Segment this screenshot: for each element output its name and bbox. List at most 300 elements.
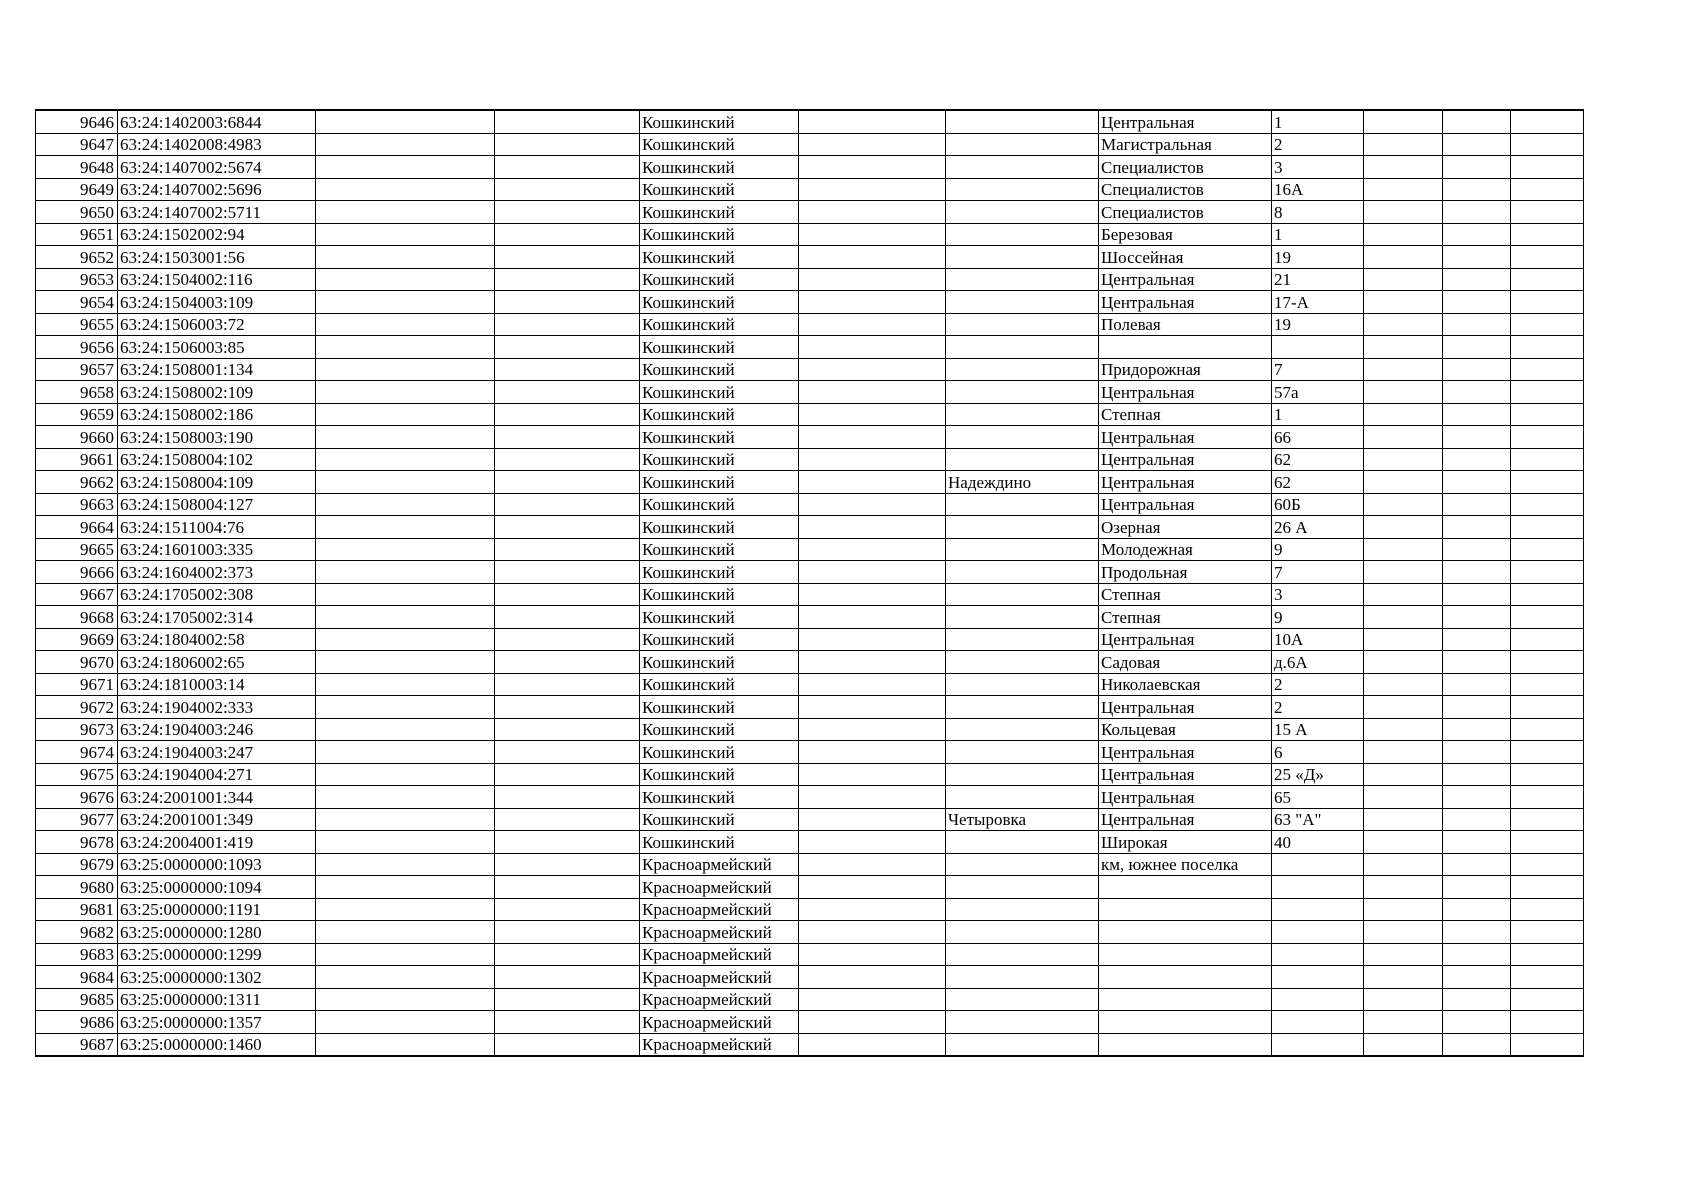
empty-cell [1364, 403, 1443, 426]
empty-cell [495, 696, 640, 719]
street-cell: Специалистов [1099, 178, 1272, 201]
empty-cell [799, 426, 946, 449]
table-row [36, 471, 1584, 494]
empty-cell [799, 1011, 946, 1034]
table-row [36, 448, 1584, 471]
empty-cell [799, 291, 946, 314]
house-number-cell: 3 [1272, 156, 1364, 179]
empty-cell [1443, 831, 1511, 854]
empty-cell [495, 313, 640, 336]
district-cell: Красноармейский [640, 943, 799, 966]
empty-cell [1443, 853, 1511, 876]
empty-cell [1443, 651, 1511, 674]
empty-cell [1511, 201, 1584, 224]
table-row [36, 381, 1584, 404]
empty-cell [799, 178, 946, 201]
row-number-cell: 9684 [36, 966, 118, 989]
street-cell: Шоссейная [1099, 246, 1272, 269]
empty-cell [1364, 110, 1443, 133]
house-number-cell [1272, 336, 1364, 359]
street-cell: Центральная [1099, 291, 1272, 314]
table-row [36, 1033, 1584, 1056]
empty-cell [1511, 808, 1584, 831]
locality-cell [946, 133, 1099, 156]
empty-cell [495, 201, 640, 224]
cadastral-number-cell: 63:24:1508003:190 [118, 426, 316, 449]
cadastral-number-cell: 63:24:1604002:373 [118, 561, 316, 584]
house-number-cell [1272, 1033, 1364, 1056]
empty-cell [495, 831, 640, 854]
table-row [36, 651, 1584, 674]
empty-cell [799, 696, 946, 719]
empty-cell [316, 178, 495, 201]
street-cell: Молодежная [1099, 538, 1272, 561]
locality-cell [946, 178, 1099, 201]
empty-cell [495, 741, 640, 764]
district-cell: Кошкинский [640, 268, 799, 291]
empty-cell [316, 606, 495, 629]
locality-cell [946, 583, 1099, 606]
cadastral-table [35, 109, 1584, 1057]
empty-cell [1364, 313, 1443, 336]
street-cell: Центральная [1099, 493, 1272, 516]
empty-cell [1364, 1033, 1443, 1056]
cadastral-number-cell: 63:24:1511004:76 [118, 516, 316, 539]
locality-cell [946, 110, 1099, 133]
empty-cell [1443, 516, 1511, 539]
locality-cell [946, 291, 1099, 314]
row-number-cell: 9674 [36, 741, 118, 764]
street-cell: Продольная [1099, 561, 1272, 584]
street-cell: Николаевская [1099, 673, 1272, 696]
empty-cell [316, 291, 495, 314]
row-number-cell: 9668 [36, 606, 118, 629]
cadastral-number-cell: 63:24:1705002:308 [118, 583, 316, 606]
table-row [36, 786, 1584, 809]
empty-cell [1364, 268, 1443, 291]
locality-cell [946, 246, 1099, 269]
table-row [36, 133, 1584, 156]
empty-cell [799, 403, 946, 426]
street-cell: Центральная [1099, 786, 1272, 809]
empty-cell [1364, 696, 1443, 719]
empty-cell [799, 651, 946, 674]
empty-cell [316, 471, 495, 494]
locality-cell [946, 1011, 1099, 1034]
street-cell: Кольцевая [1099, 718, 1272, 741]
district-cell: Кошкинский [640, 471, 799, 494]
house-number-cell: 1 [1272, 403, 1364, 426]
empty-cell [1511, 853, 1584, 876]
house-number-cell: 66 [1272, 426, 1364, 449]
empty-cell [1364, 943, 1443, 966]
locality-cell [946, 313, 1099, 336]
cadastral-number-cell: 63:24:1508004:127 [118, 493, 316, 516]
row-number-cell: 9664 [36, 516, 118, 539]
empty-cell [799, 628, 946, 651]
empty-cell [316, 336, 495, 359]
empty-cell [316, 448, 495, 471]
empty-cell [1364, 651, 1443, 674]
empty-cell [799, 313, 946, 336]
street-cell: Центральная [1099, 448, 1272, 471]
empty-cell [316, 696, 495, 719]
table-row [36, 336, 1584, 359]
empty-cell [1364, 516, 1443, 539]
empty-cell [1511, 268, 1584, 291]
district-cell: Кошкинский [640, 673, 799, 696]
empty-cell [1443, 313, 1511, 336]
empty-cell [316, 651, 495, 674]
house-number-cell: 17-А [1272, 291, 1364, 314]
empty-cell [1364, 988, 1443, 1011]
cadastral-number-cell: 63:25:0000000:1311 [118, 988, 316, 1011]
cadastral-number-cell: 63:24:1810003:14 [118, 673, 316, 696]
row-number-cell: 9676 [36, 786, 118, 809]
empty-cell [1511, 223, 1584, 246]
empty-cell [316, 516, 495, 539]
empty-cell [1364, 741, 1443, 764]
empty-cell [316, 808, 495, 831]
row-number-cell: 9651 [36, 223, 118, 246]
house-number-cell: 16А [1272, 178, 1364, 201]
street-cell [1099, 1033, 1272, 1056]
empty-cell [799, 133, 946, 156]
table-row [36, 246, 1584, 269]
locality-cell [946, 898, 1099, 921]
row-number-cell: 9655 [36, 313, 118, 336]
table-row [36, 673, 1584, 696]
empty-cell [316, 156, 495, 179]
row-number-cell: 9661 [36, 448, 118, 471]
empty-cell [316, 403, 495, 426]
house-number-cell: 63 "А" [1272, 808, 1364, 831]
locality-cell: Четыровка [946, 808, 1099, 831]
empty-cell [799, 268, 946, 291]
empty-cell [495, 516, 640, 539]
locality-cell [946, 651, 1099, 674]
house-number-cell: 57а [1272, 381, 1364, 404]
empty-cell [1443, 898, 1511, 921]
row-number-cell: 9649 [36, 178, 118, 201]
locality-cell: Надеждино [946, 471, 1099, 494]
empty-cell [495, 358, 640, 381]
row-number-cell: 9675 [36, 763, 118, 786]
spreadsheet-page [35, 109, 1583, 1057]
empty-cell [799, 673, 946, 696]
cadastral-number-cell: 63:25:0000000:1357 [118, 1011, 316, 1034]
empty-cell [495, 651, 640, 674]
empty-cell [1443, 786, 1511, 809]
empty-cell [1511, 763, 1584, 786]
house-number-cell: 19 [1272, 313, 1364, 336]
district-cell: Кошкинский [640, 381, 799, 404]
empty-cell [799, 493, 946, 516]
empty-cell [1364, 853, 1443, 876]
empty-cell [1511, 876, 1584, 899]
house-number-cell: 40 [1272, 831, 1364, 854]
empty-cell [1511, 336, 1584, 359]
district-cell: Кошкинский [640, 291, 799, 314]
cadastral-number-cell: 63:24:2001001:349 [118, 808, 316, 831]
street-cell: Центральная [1099, 381, 1272, 404]
empty-cell [799, 921, 946, 944]
cadastral-number-cell: 63:25:0000000:1094 [118, 876, 316, 899]
cadastral-number-cell: 63:25:0000000:1280 [118, 921, 316, 944]
street-cell: Специалистов [1099, 201, 1272, 224]
empty-cell [1511, 628, 1584, 651]
district-cell: Красноармейский [640, 876, 799, 899]
empty-cell [316, 493, 495, 516]
empty-cell [1443, 1011, 1511, 1034]
empty-cell [799, 538, 946, 561]
empty-cell [1511, 471, 1584, 494]
locality-cell [946, 268, 1099, 291]
empty-cell [1443, 471, 1511, 494]
street-cell [1099, 966, 1272, 989]
empty-cell [1511, 381, 1584, 404]
locality-cell [946, 156, 1099, 179]
empty-cell [316, 133, 495, 156]
empty-cell [1443, 156, 1511, 179]
empty-cell [316, 381, 495, 404]
empty-cell [1364, 673, 1443, 696]
house-number-cell: 1 [1272, 110, 1364, 133]
empty-cell [1443, 403, 1511, 426]
empty-cell [495, 381, 640, 404]
empty-cell [316, 1033, 495, 1056]
locality-cell [946, 673, 1099, 696]
empty-cell [1443, 426, 1511, 449]
table-row [36, 628, 1584, 651]
empty-cell [495, 110, 640, 133]
empty-cell [316, 268, 495, 291]
empty-cell [799, 898, 946, 921]
empty-cell [1511, 786, 1584, 809]
empty-cell [316, 673, 495, 696]
empty-cell [799, 718, 946, 741]
empty-cell [1511, 1033, 1584, 1056]
empty-cell [316, 246, 495, 269]
district-cell: Кошкинский [640, 358, 799, 381]
row-number-cell: 9680 [36, 876, 118, 899]
table-row [36, 223, 1584, 246]
empty-cell [1364, 381, 1443, 404]
row-number-cell: 9654 [36, 291, 118, 314]
empty-cell [1511, 898, 1584, 921]
row-number-cell: 9647 [36, 133, 118, 156]
empty-cell [1364, 628, 1443, 651]
table-row [36, 561, 1584, 584]
empty-cell [316, 110, 495, 133]
table-row [36, 516, 1584, 539]
empty-cell [1511, 313, 1584, 336]
empty-cell [1364, 448, 1443, 471]
table-row [36, 898, 1584, 921]
district-cell: Красноармейский [640, 853, 799, 876]
empty-cell [1364, 921, 1443, 944]
locality-cell [946, 516, 1099, 539]
house-number-cell: 10А [1272, 628, 1364, 651]
street-cell: Придорожная [1099, 358, 1272, 381]
table-row [36, 538, 1584, 561]
empty-cell [1443, 583, 1511, 606]
district-cell: Красноармейский [640, 966, 799, 989]
empty-cell [1364, 336, 1443, 359]
street-cell: Центральная [1099, 426, 1272, 449]
table-row [36, 268, 1584, 291]
row-number-cell: 9673 [36, 718, 118, 741]
street-cell [1099, 921, 1272, 944]
empty-cell [316, 201, 495, 224]
house-number-cell [1272, 898, 1364, 921]
locality-cell [946, 538, 1099, 561]
street-cell [1099, 876, 1272, 899]
cadastral-number-cell: 63:24:1508001:134 [118, 358, 316, 381]
empty-cell [1443, 673, 1511, 696]
table-row [36, 921, 1584, 944]
row-number-cell: 9687 [36, 1033, 118, 1056]
empty-cell [495, 1033, 640, 1056]
empty-cell [1511, 403, 1584, 426]
table-row [36, 696, 1584, 719]
empty-cell [1443, 268, 1511, 291]
district-cell: Кошкинский [640, 628, 799, 651]
district-cell: Кошкинский [640, 606, 799, 629]
empty-cell [495, 448, 640, 471]
cadastral-number-cell: 63:24:1705002:314 [118, 606, 316, 629]
locality-cell [946, 876, 1099, 899]
empty-cell [1443, 696, 1511, 719]
cadastral-number-cell: 63:24:2001001:344 [118, 786, 316, 809]
empty-cell [1364, 201, 1443, 224]
cadastral-number-cell: 63:24:1804002:58 [118, 628, 316, 651]
locality-cell [946, 741, 1099, 764]
locality-cell [946, 381, 1099, 404]
empty-cell [1511, 426, 1584, 449]
empty-cell [316, 358, 495, 381]
empty-cell [1443, 606, 1511, 629]
empty-cell [799, 831, 946, 854]
row-number-cell: 9683 [36, 943, 118, 966]
house-number-cell [1272, 966, 1364, 989]
empty-cell [799, 741, 946, 764]
empty-cell [495, 291, 640, 314]
locality-cell [946, 763, 1099, 786]
street-cell: Магистральная [1099, 133, 1272, 156]
district-cell: Кошкинский [640, 448, 799, 471]
empty-cell [1443, 943, 1511, 966]
locality-cell [946, 718, 1099, 741]
table-row [36, 178, 1584, 201]
table-row [36, 1011, 1584, 1034]
table-row [36, 876, 1584, 899]
empty-cell [799, 223, 946, 246]
empty-cell [495, 876, 640, 899]
cadastral-number-cell: 63:24:1508002:186 [118, 403, 316, 426]
empty-cell [316, 988, 495, 1011]
empty-cell [1511, 651, 1584, 674]
row-number-cell: 9671 [36, 673, 118, 696]
table-row [36, 763, 1584, 786]
district-cell: Красноармейский [640, 898, 799, 921]
house-number-cell [1272, 876, 1364, 899]
empty-cell [495, 403, 640, 426]
cadastral-number-cell: 63:25:0000000:1302 [118, 966, 316, 989]
empty-cell [495, 966, 640, 989]
empty-cell [1443, 291, 1511, 314]
district-cell: Кошкинский [640, 561, 799, 584]
cadastral-number-cell: 63:24:2004001:419 [118, 831, 316, 854]
empty-cell [1364, 471, 1443, 494]
empty-cell [1443, 718, 1511, 741]
empty-cell [495, 493, 640, 516]
empty-cell [316, 741, 495, 764]
row-number-cell: 9652 [36, 246, 118, 269]
empty-cell [799, 786, 946, 809]
district-cell: Кошкинский [640, 110, 799, 133]
row-number-cell: 9667 [36, 583, 118, 606]
house-number-cell [1272, 1011, 1364, 1034]
house-number-cell [1272, 943, 1364, 966]
empty-cell [495, 133, 640, 156]
table-row [36, 988, 1584, 1011]
district-cell: Кошкинский [640, 426, 799, 449]
house-number-cell: 7 [1272, 561, 1364, 584]
empty-cell [1443, 876, 1511, 899]
locality-cell [946, 403, 1099, 426]
empty-cell [799, 966, 946, 989]
locality-cell [946, 988, 1099, 1011]
district-cell: Кошкинский [640, 718, 799, 741]
empty-cell [1364, 831, 1443, 854]
house-number-cell [1272, 988, 1364, 1011]
row-number-cell: 9650 [36, 201, 118, 224]
empty-cell [495, 898, 640, 921]
empty-cell [495, 426, 640, 449]
street-cell: Березовая [1099, 223, 1272, 246]
empty-cell [1443, 448, 1511, 471]
district-cell: Кошкинский [640, 156, 799, 179]
locality-cell [946, 1033, 1099, 1056]
cadastral-number-cell: 63:24:1504002:116 [118, 268, 316, 291]
empty-cell [1443, 358, 1511, 381]
empty-cell [799, 156, 946, 179]
house-number-cell: 19 [1272, 246, 1364, 269]
empty-cell [495, 178, 640, 201]
empty-cell [799, 943, 946, 966]
empty-cell [1511, 831, 1584, 854]
street-cell [1099, 336, 1272, 359]
empty-cell [316, 898, 495, 921]
street-cell: Центральная [1099, 110, 1272, 133]
empty-cell [799, 516, 946, 539]
locality-cell [946, 786, 1099, 809]
locality-cell [946, 223, 1099, 246]
table-row [36, 403, 1584, 426]
row-number-cell: 9682 [36, 921, 118, 944]
empty-cell [1364, 966, 1443, 989]
table-row [36, 493, 1584, 516]
house-number-cell: 26 А [1272, 516, 1364, 539]
row-number-cell: 9686 [36, 1011, 118, 1034]
row-number-cell: 9665 [36, 538, 118, 561]
locality-cell [946, 561, 1099, 584]
locality-cell [946, 628, 1099, 651]
district-cell: Кошкинский [640, 538, 799, 561]
house-number-cell: д.6А [1272, 651, 1364, 674]
locality-cell [946, 448, 1099, 471]
